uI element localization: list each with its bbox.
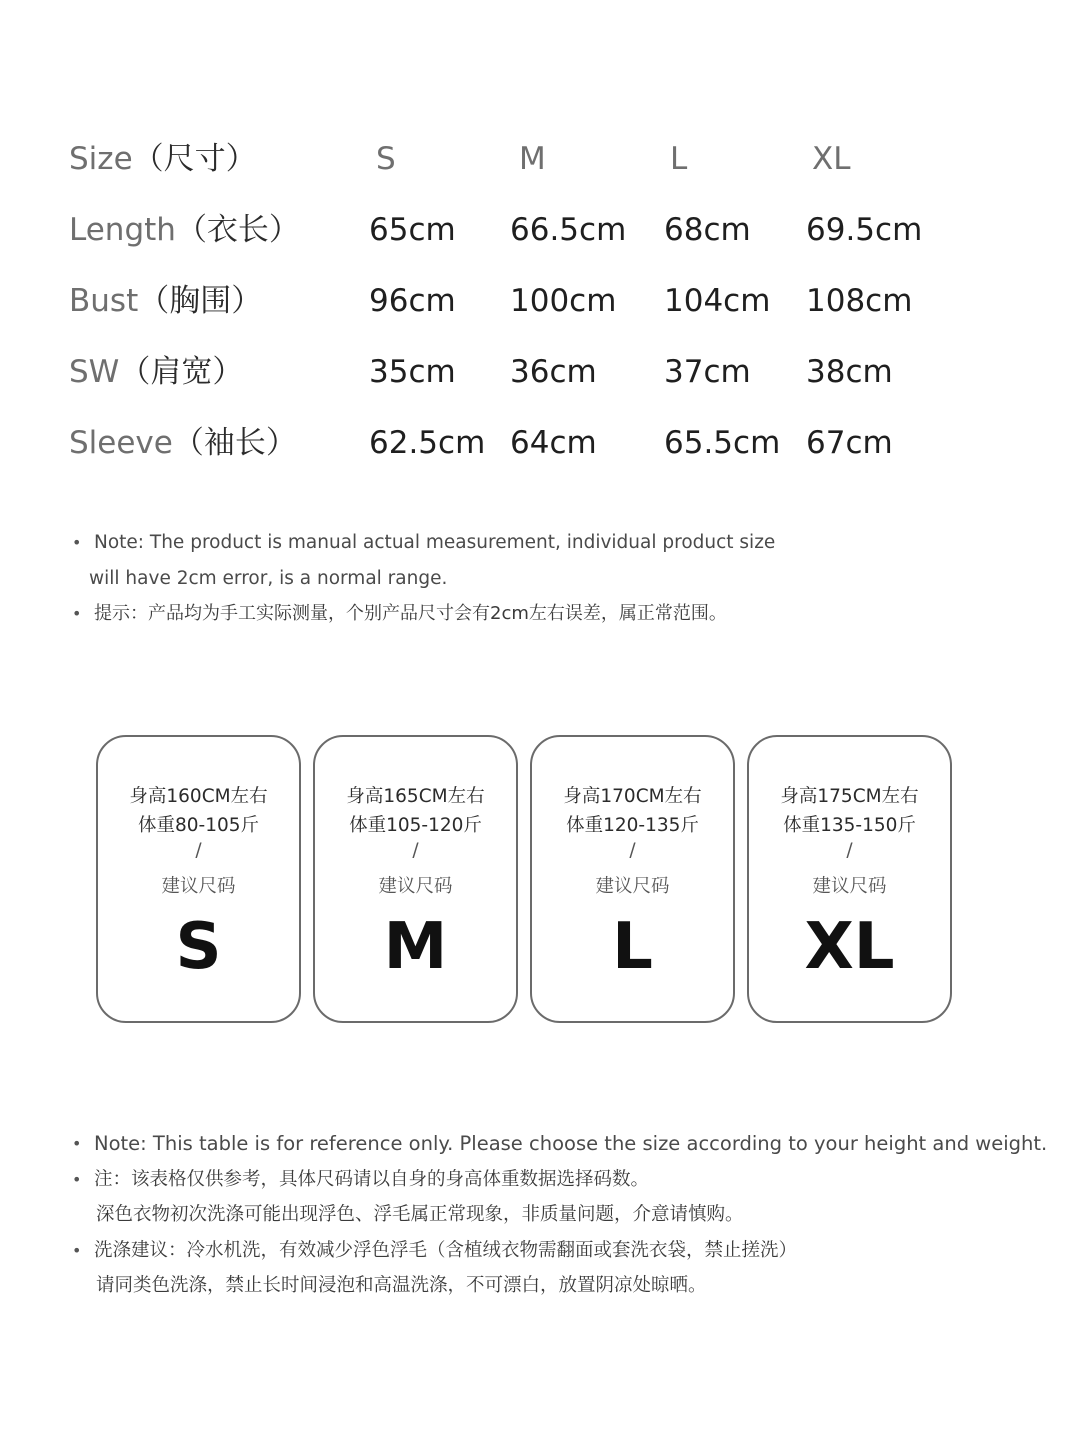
size-header-label (69, 124, 257, 195)
row-label-en: Sleeve (69, 425, 173, 461)
size-header-xl: XL (812, 141, 851, 177)
length-s: 65cm (369, 212, 456, 248)
card-recommend-label: 建议尺码 (161, 876, 236, 897)
card-weight: 体重80-105斤 (137, 815, 260, 836)
dark-color-note (72, 1197, 1032, 1233)
bust-l: 104cm (664, 283, 771, 319)
sw-l: 37cm (664, 354, 751, 390)
bullet: • (72, 1240, 82, 1260)
card-size: L (612, 910, 653, 984)
card-size: S (175, 910, 222, 984)
sw-m: 36cm (510, 354, 597, 390)
note-en-line-1 (72, 525, 1032, 561)
sleeve-s: 62.5cm (369, 425, 486, 461)
card-weight: 体重135-150斤 (783, 815, 916, 836)
bust-s: 96cm (369, 283, 456, 319)
note-text: Note: This table is for reference only. Please choose the size according to your height and weight. (94, 1132, 1048, 1155)
card-divider: / (846, 840, 853, 861)
bullet: • (72, 533, 82, 552)
size-card-l (530, 735, 735, 1023)
size-card-xl (747, 735, 952, 1023)
sw-xl: 38cm (806, 354, 893, 390)
size-header-label-cn: （尺寸） (132, 141, 257, 177)
size-header-label-en: Size (69, 141, 133, 177)
card-recommend-label: 建议尺码 (378, 876, 453, 897)
measurement-notes (72, 525, 1032, 632)
reference-note-en (72, 1126, 1048, 1162)
sleeve-m: 64cm (510, 425, 597, 461)
bust-xl: 108cm (806, 283, 913, 319)
size-header-l: L (670, 141, 688, 177)
card-divider: / (629, 840, 636, 861)
length-l: 68cm (664, 212, 751, 248)
sw-s: 35cm (369, 354, 456, 390)
wash-advice-line-1 (72, 1233, 1032, 1269)
size-card-m (313, 735, 518, 1023)
size-recommendation-cards (96, 735, 956, 1025)
reference-note-zh (72, 1162, 1032, 1198)
row-label-cn: （肩宽） (119, 354, 244, 390)
row-label-en: Bust (69, 283, 139, 319)
row-label (69, 266, 262, 337)
card-weight: 体重120-135斤 (566, 815, 699, 836)
card-recommend-label: 建议尺码 (812, 876, 887, 897)
wash-advice-line-2 (72, 1268, 1032, 1304)
size-header-row (0, 124, 1080, 195)
note-text: 深色衣物初次洗涤可能出现浮色、浮毛属正常现象，非质量问题，介意请慎购。 (96, 1204, 744, 1225)
row-label (69, 337, 243, 408)
note-text: will have 2cm error, is a normal range. (89, 567, 448, 589)
row-label-cn: （袖长） (172, 425, 297, 461)
card-height: 身高160CM左右 (129, 786, 268, 807)
row-label-cn: （胸围） (138, 283, 263, 319)
card-height: 身高175CM左右 (780, 786, 919, 807)
note-text: 请同类色洗涤，禁止长时间浸泡和高温洗涤，不可漂白，放置阴凉处晾晒。 (96, 1275, 707, 1296)
size-header-m: M (519, 141, 546, 177)
card-height: 身高165CM左右 (346, 786, 485, 807)
size-row-bust (0, 266, 1080, 337)
size-card-s (96, 735, 301, 1023)
bullet: • (72, 604, 82, 623)
card-size: M (383, 910, 448, 984)
sleeve-xl: 67cm (806, 425, 893, 461)
card-height: 身高170CM左右 (563, 786, 702, 807)
note-text: 提示：产品均为手工实际测量，个别产品尺寸会有2cm左右误差，属正常范围。 (94, 603, 727, 624)
sleeve-l: 65.5cm (664, 425, 781, 461)
note-zh-line (72, 596, 1032, 632)
size-header-s: S (376, 141, 396, 177)
card-recommend-label: 建议尺码 (595, 876, 670, 897)
length-xl: 69.5cm (806, 212, 923, 248)
note-text: 洗涤建议：冷水机洗，有效减少浮色浮毛（含植绒衣物需翻面或套洗衣袋，禁止搓洗） (94, 1239, 798, 1261)
row-label (69, 408, 297, 479)
card-divider: / (412, 840, 419, 861)
size-row-length (0, 195, 1080, 266)
card-weight: 体重105-120斤 (349, 815, 482, 836)
note-en-line-2 (72, 561, 1032, 597)
row-label (69, 195, 300, 266)
bullet: • (72, 1134, 82, 1153)
size-row-sleeve (0, 408, 1080, 479)
card-size: XL (804, 910, 895, 984)
row-label-cn: （衣长） (175, 212, 300, 248)
card-divider: / (195, 840, 202, 861)
care-notes (72, 1126, 1048, 1304)
bust-m: 100cm (510, 283, 617, 319)
row-label-en: SW (69, 354, 120, 390)
bullet: • (72, 1169, 82, 1189)
note-text: Note: The product is manual actual measurement, individual product size (94, 532, 776, 553)
length-m: 66.5cm (510, 212, 627, 248)
row-label-en: Length (69, 212, 176, 248)
size-row-shoulder-width (0, 337, 1080, 408)
note-text: 注：该表格仅供参考，具体尺码请以自身的身高体重数据选择码数。 (94, 1168, 650, 1190)
